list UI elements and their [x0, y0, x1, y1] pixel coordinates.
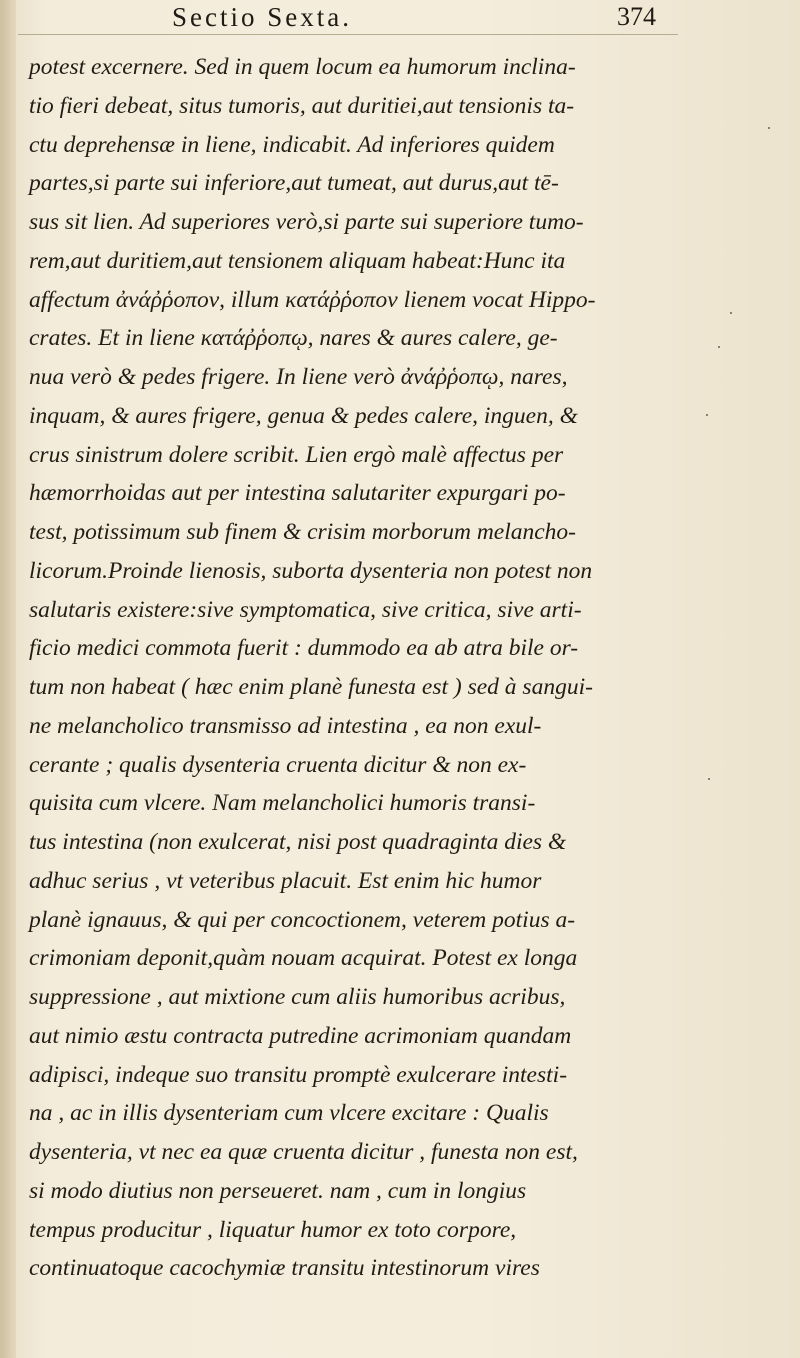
- text-line: ficio medici commota fuerit : dummodo ea ab atra bile or-: [29, 635, 579, 662]
- text-line: potest excernere. Sed in quem locum ea humorum inclina-: [29, 54, 576, 80]
- text-line: tio fieri debeat, situs tumoris, aut duritiei,aut tensionis ta-: [29, 92, 575, 119]
- text-line: suppressione , aut mixtione cum aliis humoribus acribus,: [29, 984, 566, 1010]
- text-line: planè ignauus, & qui per concoctionem, veterem potius a-: [29, 906, 576, 933]
- paper-speck: [768, 127, 770, 129]
- text-line: aut nimio æstu contracta putredine acrimoniam quandam: [29, 1022, 572, 1049]
- text-line: na , ac in illis dysenteriam cum vlcere excitare : Qualis: [29, 1100, 549, 1127]
- text-line: tum non habeat ( hæc enim planè funesta est ) sed à sangui-: [29, 674, 593, 700]
- header-rule: [18, 34, 678, 35]
- page-gutter: [0, 0, 16, 1358]
- paper-speck: [706, 414, 708, 416]
- paper-speck: [718, 346, 720, 348]
- text-line: continuatoque cacochymiæ transitu intestinorum vires: [29, 1255, 540, 1282]
- body-text: [29, 48, 709, 1288]
- text-line: adhuc serius , vt veteribus placuit. Est enim hic humor: [29, 867, 542, 894]
- text-line: partes,si parte sui inferiore,aut tumeat, aut durus,aut tē-: [29, 170, 559, 197]
- text-line: tus intestina (non exulcerat, nisi post quadraginta dies &: [29, 829, 567, 855]
- page-number: 374: [617, 2, 656, 31]
- text-line: dysenteria, vt nec ea quæ cruenta dicitur , funesta non est,: [29, 1139, 578, 1165]
- text-line: salutaris existere:sive symptomatica, sive critica, sive arti-: [29, 596, 582, 623]
- paper-speck: [730, 312, 732, 314]
- text-line: rem,aut duritiem,aut tensionem aliquam habeat:Hunc ita: [29, 247, 566, 274]
- text-line: crus sinistrum dolere scribit. Lien ergò malè affectus per: [29, 441, 564, 468]
- page-header: [0, 0, 800, 44]
- text-line: cerante ; qualis dysenteria cruenta dicitur & non ex-: [29, 751, 527, 778]
- text-line: inquam, & aures frigere, genua & pedes calere, inguen, &: [29, 402, 578, 429]
- text-line: nua verò & pedes frigere. In liene verò ἀνάῤῥοπῳ, nares,: [29, 364, 568, 390]
- paper-speck: [708, 778, 710, 780]
- text-line: quisita cum vlcere. Nam melancholici humoris transi-: [29, 790, 536, 817]
- text-line: ne melancholico transmisso ad intestina , ea non exul-: [29, 712, 542, 739]
- text-line: crates. Et in liene κατάῤῥοπῳ, nares & aures calere, ge-: [29, 325, 558, 352]
- text-line: licorum.Proinde lienosis, suborta dysenteria non potest non: [29, 557, 593, 584]
- text-line: si modo diutius non perseueret. nam , cum in longius: [29, 1177, 527, 1204]
- text-line: crimoniam deponit,quàm nouam acquirat. Potest ex longa: [29, 945, 578, 972]
- text-line: test, potissimum sub finem & crisim morborum melancho-: [29, 519, 577, 545]
- text-line: sus sit lien. Ad superiores verò,si parte sui superiore tumo-: [29, 209, 584, 235]
- running-head: Sectio Sexta.: [172, 2, 352, 32]
- text-line: hæmorrhoidas aut per intestina salutariter expurgari po-: [29, 480, 566, 507]
- text-line: ctu deprehensæ in liene, indicabit. Ad inferiores quidem: [29, 131, 555, 158]
- text-line: tempus producitur , liquatur humor ex toto corpore,: [29, 1216, 517, 1243]
- text-line: affectum ἀνάῤῥοπον, illum κατάῤῥοπον lienem vocat Hippo-: [29, 286, 596, 313]
- text-line: adipisci, indeque suo transitu promptè exulcerare intesti-: [29, 1061, 568, 1088]
